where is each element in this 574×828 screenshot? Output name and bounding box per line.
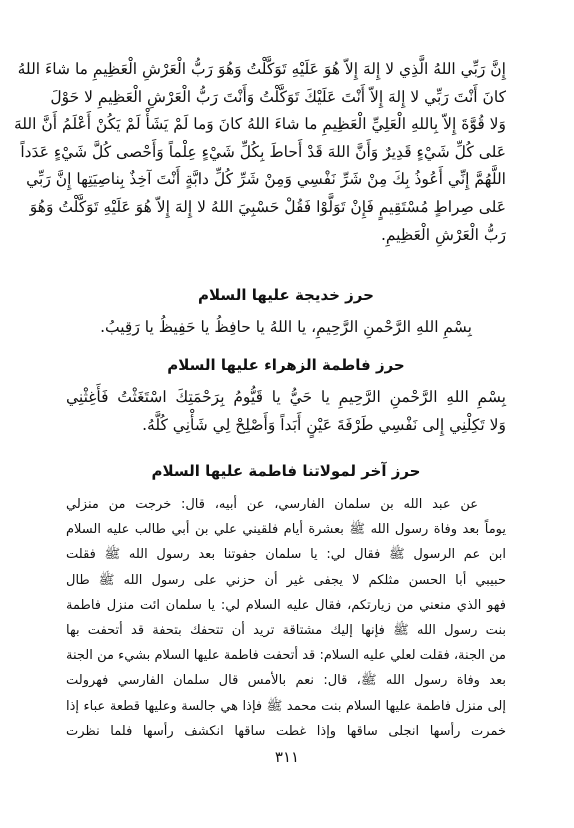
text-line: بنت رسول الله ﷺ فإنها إليك مشتاقة تريد أن تتحفك بتحفة قد أتحفت بها	[66, 622, 506, 638]
text-line: ابن عم الرسول ﷺ فقال لي: يا سلمان جفوتنا بعد رسول الله ﷺ فقلت	[66, 547, 506, 563]
text-line: فهو الذي منعني من زيارتكم، فقال عليه السلام لي: يا سلمان ائت منزل فاطمة	[66, 597, 506, 613]
text-line: من الجنة، فقلت لعلي عليه السلام: قد أتحفت فاطمة عليها السلام بشيء من الجنة	[66, 648, 506, 664]
text-line: بِسْمِ اللهِ الرَّحْمنِ الرَّحِيمِ، يا اللهُ يا حافِظُ يا حَفِيظُ يا رَقِيبُ.	[100, 318, 472, 336]
text-line: عن عبد الله بن سلمان الفارسي، عن أبيه، قال: خرجت من منزلي	[66, 497, 478, 512]
section-heading: حرز فاطمة الزهراء عليها السلام	[167, 356, 405, 374]
text-line: إلى منزل فاطمة عليها السلام بنت محمد ﷺ فإذا هي جالسة وعليها قطعة عباء إذا	[66, 698, 506, 714]
section-heading: حرز خديجة عليها السلام	[198, 286, 374, 304]
text-line: يوماً بعد وفاة رسول الله ﷺ بعشرة أيام فلقيني علي بن أبي طالب عليه السلام	[66, 522, 506, 538]
prayer-block-3	[66, 384, 506, 439]
section-heading: حرز آخر لمولاتنا فاطمة عليها السلام	[151, 462, 421, 480]
prayer-block-2	[66, 314, 506, 342]
text-line: خمرت رأسها انجلى ساقها وإذا غطت ساقها انكشف رأسها فلما نظرت	[66, 723, 506, 739]
text-line: وَلا تَكِلْنِي إِلى نَفْسِي طَرْفَةَ عَيْنٍ أَبَداً وَأَصْلِحْ لِي شَأْنِي كُلَّهُ.	[142, 415, 506, 434]
prayer-block-1	[13, 56, 506, 249]
text-line: عَلى صِراطٍ مُسْتَقِيمٍ فَإِنْ تَوَلَّوْا فَقُلْ حَسْبِيَ اللهُ لا إِلهَ إِلاّ هُوَ عَلَيْهِ تَوَكَّلْتُ وَهُوَ	[29, 197, 506, 216]
text-line: بعد وفاة رسول الله ﷺ، قال: نعم بالأمس قال سلمان الفارسي فهرولت	[66, 673, 506, 689]
page-number: ٣١١	[274, 748, 300, 766]
text-line: حبيبي أبا الحسن مثلكم لا يجفى غير أن حزني على رسول الله ﷺ طال	[66, 572, 506, 588]
text-line: اللَّهُمَّ إِنِّي أَعُوذُ بِكَ مِنْ شَرِّ نَفْسِي وَمِنْ شَرِّ كُلِّ دابَّةٍ أَنْتَ آخِذٌ بِناصِيَتِها إِنَّ رَبِّي	[26, 170, 506, 189]
text-line: إِنَّ رَبِّي اللهُ الَّذِي لا إِلهَ إِلاّ هُوَ عَلَيْهِ تَوَكَّلْتُ وَهُوَ رَبُّ الْعَرْشِ الْعَظِيمِ ما شاءَ اللهُ	[17, 60, 506, 78]
text-line: بِسْمِ اللهِ الرَّحْمنِ الرَّحِيمِ يا حَيُّ يا قَيُّومُ بِرَحْمَتِكَ اسْتَغَثْتُ فَأَغِثْنِي	[66, 388, 506, 406]
text-line: عَلى كُلِّ شَيْءٍ قَدِيرٌ وَأَنَّ اللهَ قَدْ أَحاطَ بِكُلِّ شَيْءٍ عِلْماً وَأَحْصى كُلَّ شَيْءٍ عَدَداً	[20, 142, 506, 161]
text-line: وَلا قُوَّةَ إِلاّ بِاللهِ الْعَلِيِّ الْعَظِيمِ ما شاءَ اللهُ كانَ وَما لَمْ يَشَأْ لَمْ يَكُنْ أَعْلَمُ أَنَّ اللهَ	[13, 115, 506, 134]
text-line: كانَ أَنْتَ رَبِّي لا إِلهَ إِلاّ أَنْتَ عَلَيْكَ تَوَكَّلْتُ وَأَنْتَ رَبُّ الْعَرْشِ الْعَظِيمِ لا حَوْلَ	[50, 87, 506, 106]
text-line: رَبُّ الْعَرْشِ الْعَظِيمِ.	[380, 225, 506, 244]
narration-paragraph	[66, 492, 506, 744]
